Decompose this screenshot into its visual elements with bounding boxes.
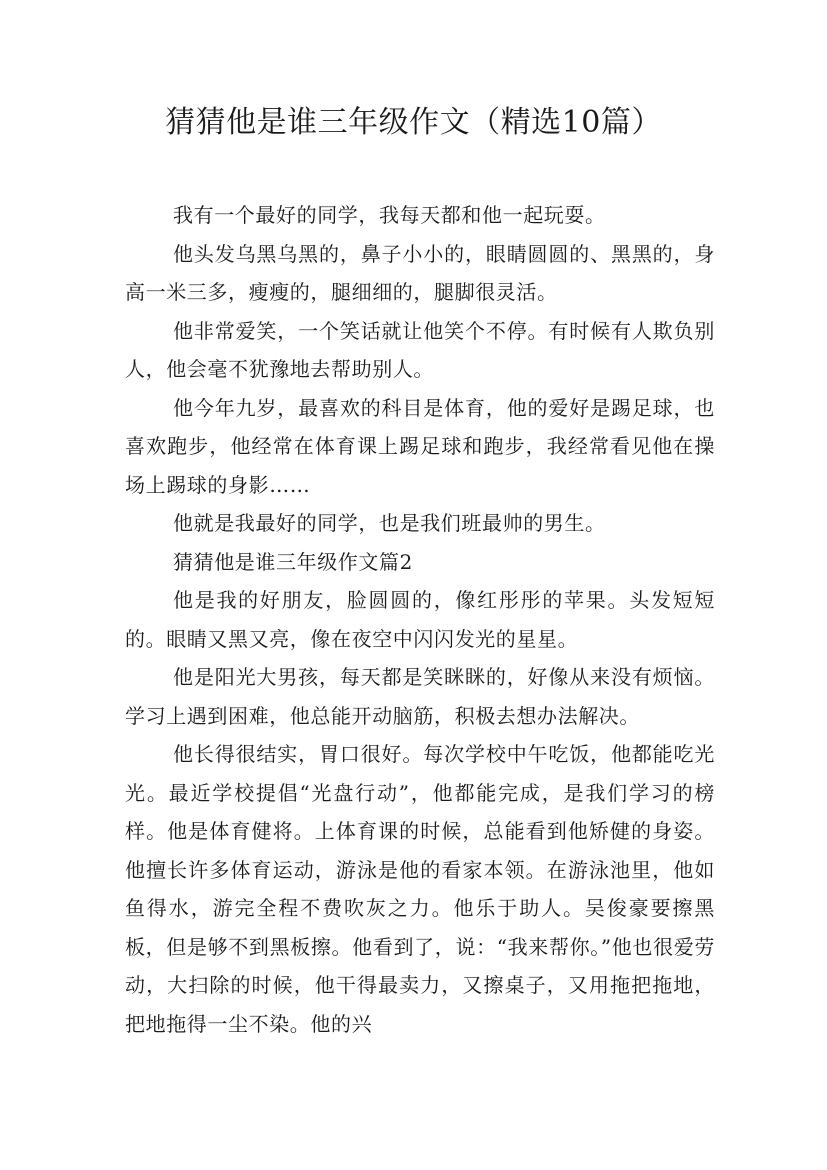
paragraph: 他是阳光大男孩，每天都是笑眯眯的，好像从来没有烦恼。学习上遇到困难，他总能开动脑筋，积极去想办法解决。: [125, 665, 715, 728]
paragraph: 他非常爱笑，一个笑话就让他笑个不停。有时候有人欺负别人，他会毫不犹豫地去帮助别人。: [125, 318, 715, 381]
paragraph: 他头发乌黑乌黑的，鼻子小小的，眼睛圆圆的、黑黑的，身高一米三多，瘦瘦的，腿细细的，腿脚很灵活。: [125, 241, 715, 304]
paragraph: 他今年九岁，最喜欢的科目是体育，他的爱好是踢足球，也喜欢跑步，他经常在体育课上踢足球和跑步，我经常看见他在操场上踢球的身影……: [125, 395, 715, 497]
section-heading: 猜猜他是谁三年级作文篇2: [173, 549, 413, 574]
paragraph: 他是我的好朋友，脸圆圆的，像红彤彤的苹果。头发短短的。眼睛又黑又亮，像在夜空中闪闪发光的星星。: [125, 588, 715, 651]
document-title: 猜猜他是谁三年级作文（精选10篇）: [165, 105, 662, 140]
document-body: [125, 196, 715, 1043]
paragraph: 他长得很结实，胃口很好。每次学校中午吃饭，他都能吃光光。最近学校提倡“光盘行动”，他都能完成，是我们学习的榜样。他是体育健将。上体育课的时候，总能看到他矫健的身姿。他擅长许多体育运动，游泳是他的看家本领。在游泳池里，他如鱼得水，游完全程不费吹灰之力。他乐于助人。吴俊豪要擦黑板，但是够不到黑板擦。他看到了，说：“我来帮你。”他也很爱劳动，大扫除的时候，他干得最卖力，又擦桌子，又用拖把拖地，把地拖得一尘不染。他的兴: [125, 742, 715, 1036]
paragraph: 他就是我最好的同学，也是我们班最帅的男生。: [173, 511, 606, 535]
paragraph: 我有一个最好的同学，我每天都和他一起玩耍。: [173, 203, 606, 227]
